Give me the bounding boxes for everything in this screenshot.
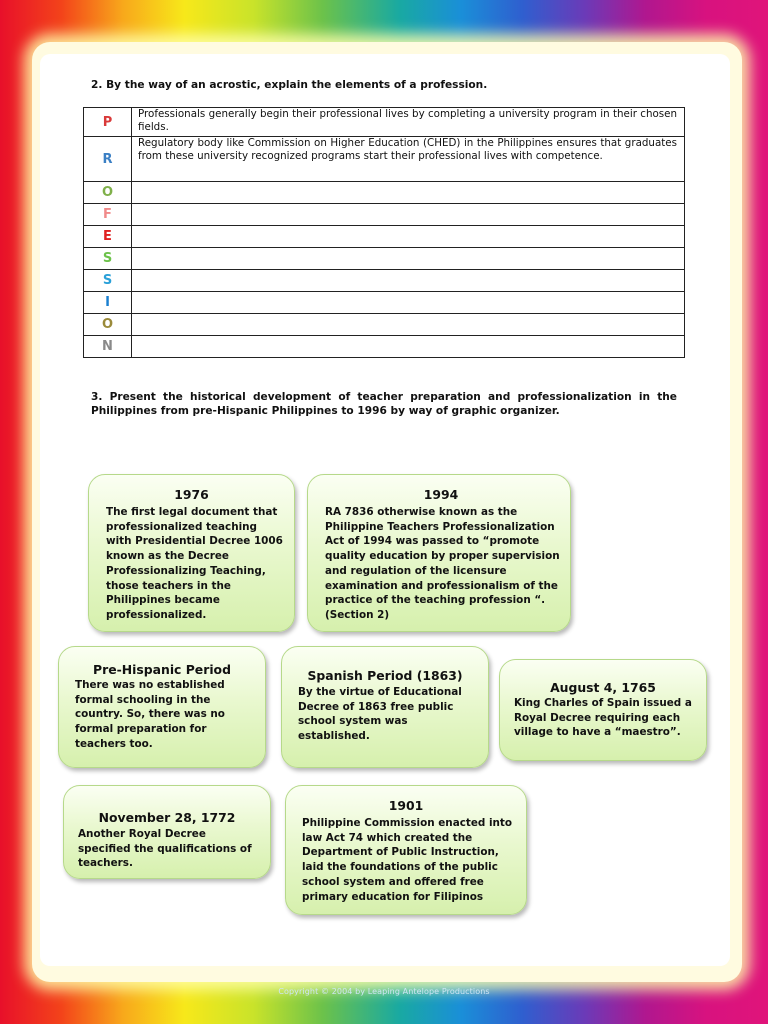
acrostic-row	[84, 270, 685, 292]
question-2: 2. By the way of an acrostic, explain the elements of a profession.	[91, 79, 488, 91]
acrostic-letter: O	[84, 314, 132, 336]
acrostic-text	[132, 270, 685, 292]
acrostic-letter: N	[84, 336, 132, 358]
box-november-1772	[63, 785, 271, 879]
box-body: RA 7836 otherwise known as the Philippine Teachers Professionalization Act of 1994 was passed to “promote quality education by proper supervision and regulation of the licensure examination and professionalism of the practice of the teaching profession “. (Section 2)	[325, 506, 560, 621]
acrostic-letter: E	[84, 226, 132, 248]
acrostic-row	[84, 336, 685, 358]
box-body: By the virtue of Educational Decree of 1863 free public school system was established.	[298, 686, 462, 743]
box-august-1765	[499, 659, 707, 761]
acrostic-letter: P	[84, 108, 132, 137]
acrostic-row	[84, 182, 685, 204]
box-body: King Charles of Spain issued a Royal Decree requiring each village to have a “maestro”.	[514, 697, 692, 739]
box-title: November 28, 1772	[98, 810, 236, 825]
box-body: Philippine Commission enacted into law Act 74 which created the Department of Public Instruction, laid the foundations of the public school system and offered free primary education for Filipinos	[302, 817, 513, 903]
acrostic-letter: I	[84, 292, 132, 314]
box-title: 1976	[174, 487, 209, 502]
box-title: Spanish Period (1863)	[307, 668, 463, 683]
acrostic-row	[84, 226, 685, 248]
acrostic-text: Regulatory body like Commission on Higher Education (CHED) in the Philippines ensures that graduates from these university recognized programs start their professional lives with competence.	[132, 137, 685, 182]
box-body: The first legal document that professionalized teaching with Presidential Decree 1006 known as the Decree Professionalizing Teaching, those teachers in the Philippines became professionalized.	[106, 506, 283, 621]
acrostic-table	[83, 107, 685, 358]
question-3: 3. Present the historical development of teacher preparation and professionalization in the Philippines from pre-Hispanic Philippines to 1996 by way of graphic organizer.	[91, 391, 677, 417]
box-1976	[88, 474, 295, 632]
box-spanish-period	[281, 646, 489, 768]
box-body: Another Royal Decree specified the qualifications of teachers.	[78, 828, 252, 870]
acrostic-text	[132, 248, 685, 270]
copyright-footer: Copyright © 2004 by Leaping Antelope Productions	[278, 987, 490, 996]
acrostic-row	[84, 248, 685, 270]
acrostic-letter: O	[84, 182, 132, 204]
acrostic-row	[84, 314, 685, 336]
box-body: There was no established formal schooling in the country. So, there was no formal preparation for teachers too.	[75, 679, 225, 750]
acrostic-text	[132, 314, 685, 336]
box-title: Pre-Hispanic Period	[93, 662, 231, 677]
acrostic-row	[84, 108, 685, 137]
acrostic-letter: S	[84, 270, 132, 292]
acrostic-text	[132, 204, 685, 226]
acrostic-text	[132, 226, 685, 248]
acrostic-text	[132, 292, 685, 314]
acrostic-letter: S	[84, 248, 132, 270]
box-1901	[285, 785, 527, 915]
box-pre-hispanic	[58, 646, 266, 768]
box-1994	[307, 474, 571, 632]
acrostic-row	[84, 137, 685, 182]
acrostic-text	[132, 336, 685, 358]
acrostic-row	[84, 292, 685, 314]
box-title: 1901	[388, 798, 424, 813]
acrostic-text: Professionals generally begin their professional lives by completing a university program in their chosen fields.	[132, 108, 685, 137]
acrostic-row	[84, 204, 685, 226]
acrostic-text	[132, 182, 685, 204]
box-title: August 4, 1765	[550, 680, 656, 695]
acrostic-letter: F	[84, 204, 132, 226]
box-title: 1994	[423, 487, 459, 502]
acrostic-letter: R	[84, 137, 132, 182]
